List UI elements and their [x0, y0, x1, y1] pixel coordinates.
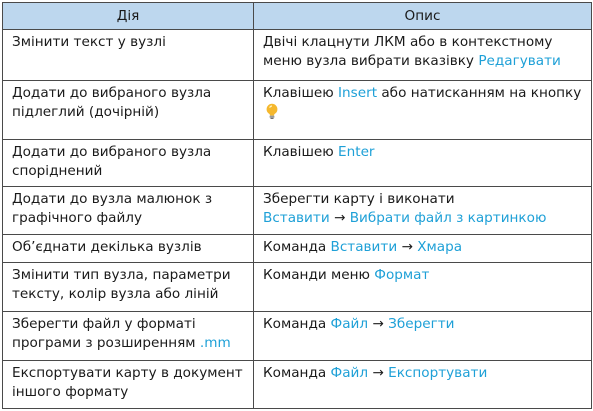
description-cell: [254, 81, 592, 139]
arrow-separator: →: [372, 315, 384, 332]
description-cell: [254, 262, 592, 311]
table-row: [3, 30, 592, 81]
description-cell: [254, 139, 592, 186]
menu-command: Формат: [374, 266, 430, 283]
arrow-separator: →: [372, 364, 384, 381]
menu-command: Вибрати файл з картинкою: [349, 209, 547, 226]
description-cell: [254, 30, 592, 81]
description-text: Команди меню: [263, 266, 375, 283]
table-header-row: [3, 3, 592, 30]
arrow-separator: →: [401, 238, 413, 255]
lightbulb-icon: [265, 103, 279, 120]
table-row: [3, 262, 592, 311]
description-text: Зберегти карту і виконати: [263, 190, 455, 207]
file-extension: .mm: [199, 334, 231, 351]
menu-command: Файл: [330, 364, 369, 381]
action-cell: Змінити тип вузла, параметри тексту, колір вузла або ліній: [3, 262, 254, 311]
menu-command: Файл: [330, 315, 369, 332]
menu-command: Експортувати: [388, 364, 488, 381]
description-text: Команда: [263, 315, 331, 332]
description-cell: [254, 186, 592, 234]
table-row: [3, 139, 592, 186]
description-text: Команда: [263, 238, 331, 255]
header-description: Опис: [254, 3, 592, 30]
description-cell: [254, 311, 592, 360]
description-cell: [254, 234, 592, 262]
menu-command: Вставити: [330, 238, 398, 255]
description-text: або натисканням на кнопку: [377, 85, 582, 102]
description-text: Двічі клацнути ЛКМ або в контекстному меню вузла вибрати вказівку: [263, 34, 553, 69]
key-name: Insert: [338, 85, 378, 102]
header-action: Дія: [3, 3, 254, 30]
menu-command: Хмара: [417, 238, 463, 255]
action-cell: Об’єднати декілька вузлів: [3, 234, 254, 262]
table-row: [3, 234, 592, 262]
table-row: [3, 311, 592, 360]
description-cell: [254, 360, 592, 408]
description-text: Клавішею: [263, 85, 339, 102]
description-text: Клавішею: [263, 143, 339, 160]
table-row: [3, 360, 592, 408]
table-row: [3, 186, 592, 234]
table-row: [3, 81, 592, 139]
action-cell: Експортувати карту в документ іншого формату: [3, 360, 254, 408]
action-text: Зберегти файл у форматі програми з розширенням: [12, 315, 200, 351]
key-name: Enter: [338, 143, 375, 160]
menu-command: Редагувати: [478, 53, 561, 69]
description-text: Команда: [263, 364, 331, 381]
action-cell: Додати до вибраного вузла підлеглий (дочірній): [3, 81, 254, 139]
action-cell: Змінити текст у вузлі: [3, 30, 254, 81]
commands-table: [2, 2, 592, 409]
action-cell: Додати до вузла малюнок з графічного файлу: [3, 186, 254, 234]
menu-command: Вставити: [263, 209, 330, 226]
arrow-separator: →: [333, 209, 346, 226]
action-cell: Додати до вибраного вузла споріднений: [3, 139, 254, 186]
menu-command: Зберегти: [388, 315, 455, 332]
action-cell: [3, 311, 254, 360]
